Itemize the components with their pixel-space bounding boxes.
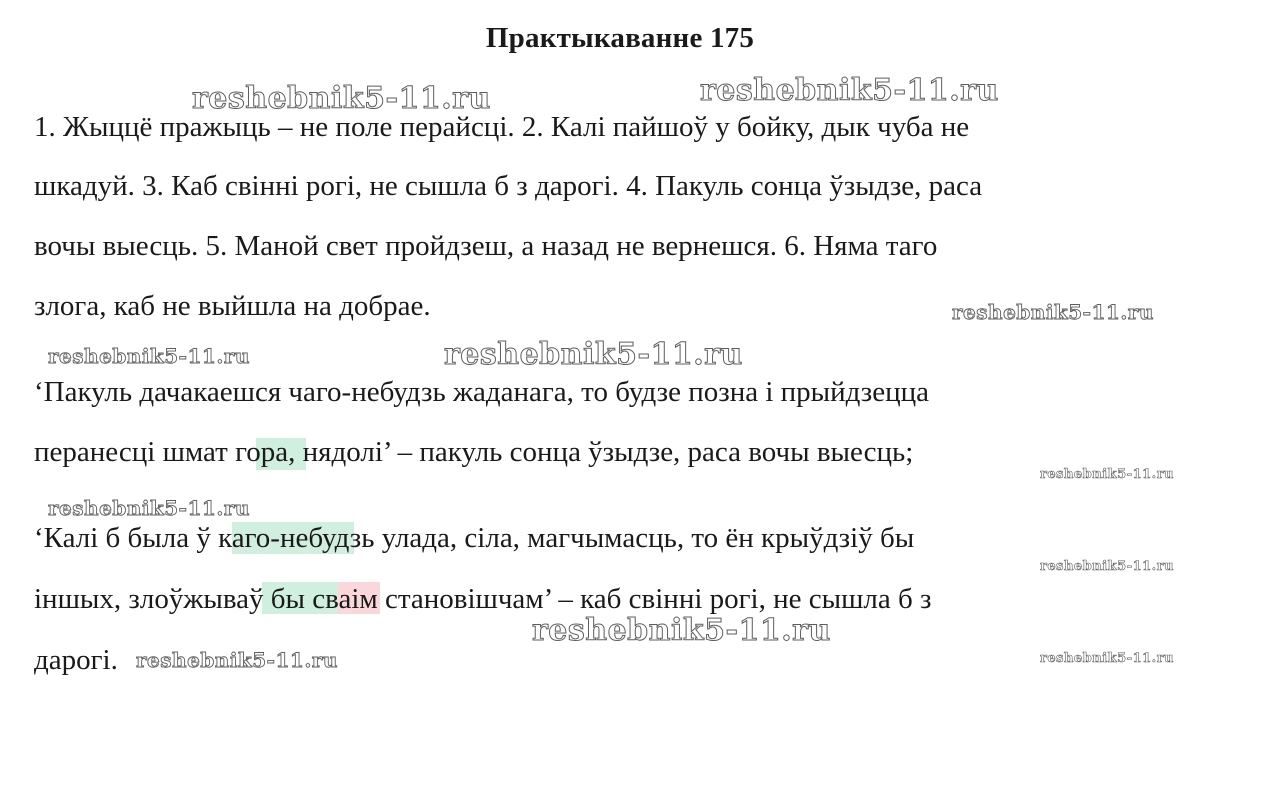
page-title: Практыкаванне 175 — [485, 22, 755, 54]
watermark: reshebnik5-11.ru — [444, 337, 743, 372]
text-line-3: вочы выесць. 5. Маной свет пройдзеш, а назад не вернешся. 6. Няма таго — [34, 230, 938, 262]
watermark: reshebnik5-11.ru — [136, 648, 338, 672]
watermark: reshebnik5-11.ru — [952, 300, 1154, 324]
watermark: reshebnik5-11.ru — [1040, 559, 1175, 574]
watermark: reshebnik5-11.ru — [48, 344, 250, 368]
text-line-7: ‘Калі б была ў каго-небудзь улада, сіла, магчымасць, то ён крыўдзіў бы — [34, 522, 915, 554]
watermark: reshebnik5-11.ru — [532, 613, 831, 648]
text-line-2: шкадуй. 3. Каб свінні рогі, не сышла б з дарогі. 4. Пакуль сонца ўзыдзе, раса — [34, 170, 983, 202]
text-line-5: ‘Пакуль дачакаешся чаго-небудзь жаданага, то будзе позна і прыйдзецца — [34, 376, 930, 408]
watermark: reshebnik5-11.ru — [192, 81, 491, 116]
watermark: reshebnik5-11.ru — [1040, 467, 1175, 482]
text-line-4: злога, каб не выйшла на добрае. — [34, 290, 431, 322]
text-line-8: іншых, злоўжываў бы сваім становішчам’ – каб свінні рогі, не сышла б з — [34, 583, 932, 615]
watermark: reshebnik5-11.ru — [1040, 651, 1175, 666]
text-line-9: дарогі. — [34, 644, 118, 676]
watermark: reshebnik5-11.ru — [700, 73, 999, 108]
text-line-6: перанесці шмат гора, нядолі’ – пакуль сонца ўзыдзе, раса вочы выесць; — [34, 436, 914, 468]
text-line-1: 1. Жыццё пражыць – не поле перайсці. 2. Калі пайшоў у бойку, дык чуба не — [34, 111, 970, 143]
watermark: reshebnik5-11.ru — [48, 496, 250, 520]
